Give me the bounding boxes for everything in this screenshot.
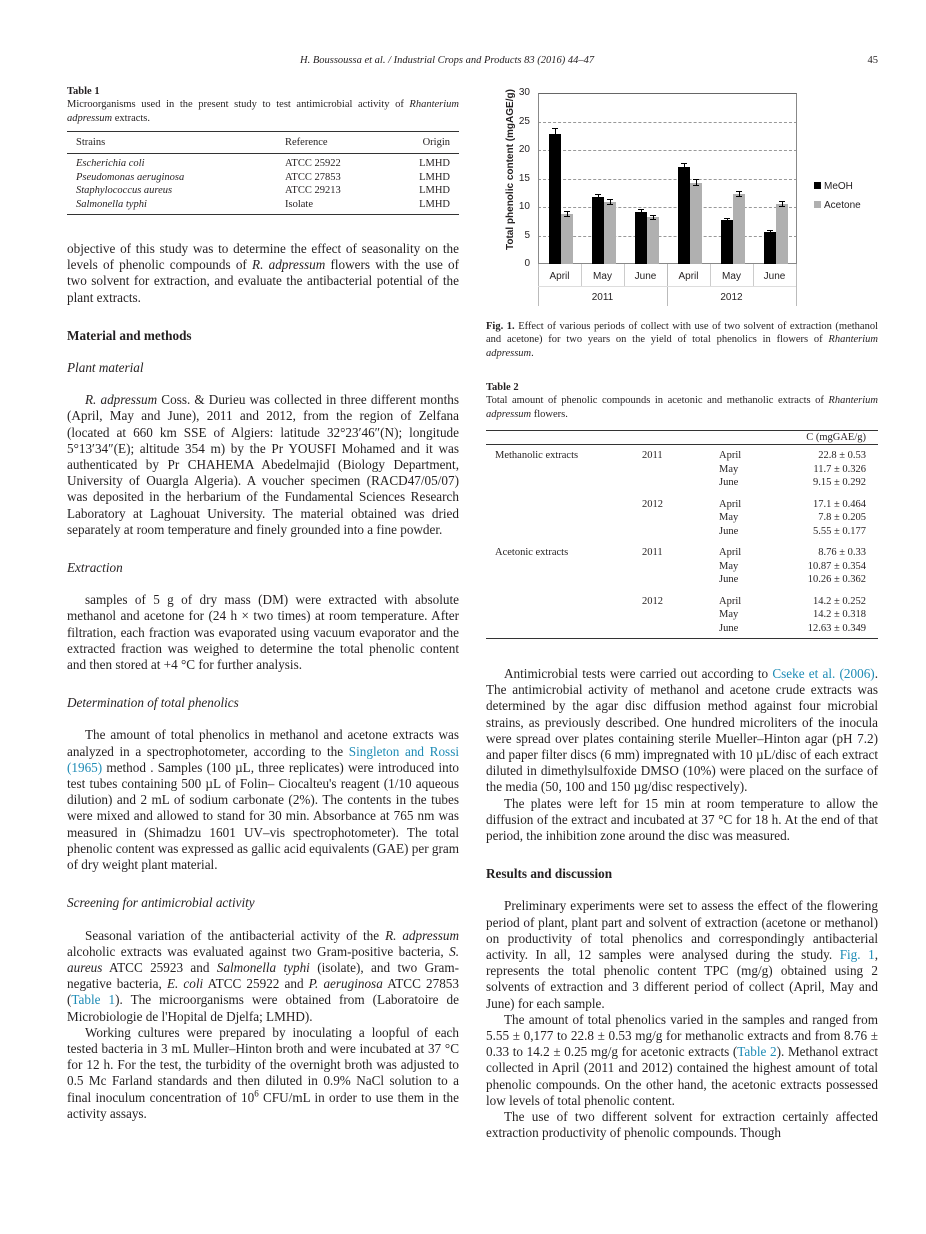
working-cultures-paragraph: Working cultures were prepared by inoculating a loopful of each tested bacteria in 3 mL Muller–Hinton broth and were incubated at 37 °C for 12 h. For the test, the turbidity of the overnight broth was adjusted to 0.5 Mc Farland standards and then diluted in 0.9% NaCl solution to a final inoculum concentration of $10^6$ CFU/mL in order to use them in the activity assays. — [67, 1024, 460, 1121]
x-tick-label: June — [763, 271, 786, 282]
bar-meoh-may-2011 — [592, 197, 604, 264]
bar-acetone-june-2011 — [647, 217, 659, 264]
right-column — [486, 666, 878, 1141]
amount-paragraph: The amount of total phenolics varied in the samples and ranged from 5.55 ± 0,177 to 22.8 ± 0.53 mg/g for methanolic extracts and from 8.76 ± 0.33 to 14.2 ± 0.25 mg/g for acetonic extracts (Table 2). Methanol extract collected in April (2011 and 2012) contained the highest amount of total phenolic compounds. On the other hand, the acetonic extracts possessed low levels of total phenolic content. — [486, 1011, 879, 1108]
table-header-row — [67, 131, 459, 154]
bar-acetone-april-2011 — [561, 214, 573, 264]
col-header-strains: Strains — [76, 136, 106, 148]
legend-swatch-acetone — [814, 201, 821, 208]
left-column — [67, 241, 459, 1122]
table-row: June 10.26 ± 0.362 — [719, 574, 866, 586]
extraction-paragraph: samples of 5 g of dry mass (DM) were extracted with absolute methanol and acetone for (24 h × two times) at room temperature. After filtration, each fraction was evaporated using vacuum evaporator and the extracted fraction was weighed to determine the total phenolic content and then stored at +4 °C for further analysis. — [67, 592, 459, 673]
table-2-caption: Total amount of phenolic compounds in acetonic and methanolic extracts of Rhanterium adpressum flowers. — [486, 395, 878, 420]
col-header-origin: Origin — [422, 136, 450, 148]
legend-item-meoh: MeOH — [814, 181, 853, 192]
error-bar — [552, 128, 558, 136]
table-row: May 14.2 ± 0.318 — [719, 609, 866, 621]
subheading-phenolics: Determination of total phenolics — [67, 695, 239, 711]
section-heading-results: Results and discussion — [486, 866, 613, 882]
error-bar — [681, 163, 687, 170]
error-bar — [595, 194, 601, 200]
table-2-link[interactable]: Table 2 — [737, 1044, 777, 1060]
table-1 — [67, 85, 459, 215]
figure-1-link[interactable]: Fig. 1 — [839, 947, 875, 963]
x-tick-label: June — [634, 271, 657, 282]
bar-meoh-april-2012 — [678, 167, 690, 264]
x-tick-label: May — [722, 271, 741, 282]
table-row: Escherichia coli ATCC 25922 LMHD — [76, 158, 450, 170]
bar-meoh-may-2012 — [721, 220, 733, 264]
x-group-label-2012: 2012 — [720, 292, 743, 303]
col-header-reference: Reference — [285, 136, 328, 148]
bar-acetone-may-2012 — [733, 194, 745, 264]
y-tick: 15 — [518, 173, 530, 184]
citation-link-singleton[interactable]: Singleton and Rossi (1965) — [67, 743, 459, 775]
error-bar — [779, 201, 785, 207]
plot-area — [538, 93, 797, 264]
subheading-plant-material: Plant material — [67, 360, 144, 376]
bar-meoh-june-2011 — [635, 212, 647, 264]
table-row: Methanolic extracts 2011 April 22.8 ± 0.53 — [495, 450, 866, 462]
bar-acetone-june-2012 — [776, 204, 788, 264]
table-row: June 9.15 ± 0.292 — [719, 477, 866, 489]
table-row: June 12.63 ± 0.349 — [719, 622, 866, 634]
plant-paragraph: R. adpressum Coss. & Durieu was collected in three different months (April, May and June), 2011 and 2012, from the region of Zelfana (located at 660 km SSE of Algiers: latitude 32°23′46″(N); longitude 5°13′34″(E); altitude 354 m) by the Pr YOUSFI Mohamed and it was authenticated by Pr CHAHEMA Abedelmajid (Biology Department, University of Ouargla Algeria). A voucher specimen (RACD47/05/07) was deposited in the herbarium of the Fundamental Sciences Research Laboratory at Laghouat University. The material obtained was dried separately at room temperature and finely grounded into a fine powder. — [67, 392, 459, 537]
table-row: May 11.7 ± 0.326 — [719, 463, 866, 475]
error-bar — [638, 209, 644, 215]
x-tick-label: April — [549, 271, 570, 282]
x-tick-label: May — [593, 271, 612, 282]
table-row: June 5.55 ± 0.177 — [719, 525, 866, 537]
x-group-label-2011: 2011 — [591, 292, 614, 303]
bar-acetone-may-2011 — [604, 202, 616, 264]
table-row: Acetonic extracts 2011 April 8.76 ± 0.33 — [495, 547, 866, 559]
preliminary-paragraph: Preliminary experiments were set to assess the effect of the flowering period of plant, plant part and solvent of extraction (acetone or methanol) on productivity of total phenolics and correspondingly antibacterial activity. In all, 12 samples were analysed during the study. Fig. 1, represents the total phenolic content TPC (mg/g) obtained using 2 solvents of extraction and 3 different period of collect (April, May and June) for each sample. — [486, 898, 878, 1011]
x-tick-label: April — [678, 271, 699, 282]
error-bar — [650, 215, 656, 220]
bar-meoh-april-2011 — [549, 134, 561, 264]
table-1-grid — [67, 131, 459, 216]
error-bar — [564, 211, 570, 217]
subheading-extraction: Extraction — [67, 560, 123, 576]
phenolics-paragraph: The amount of total phenolics in methanol and acetone extracts was analyzed in a spectrophotometer, according to the Singleton and Rossi (1965) method . Samples (100 µL, three replicates) were introduced into test tubes containing 500 µL of Folin– Ciocalteu's reagent (1/10 aqueous dilution) and 2 mL of sodium carbonate (2%). The contents in the tubes were mixed and allowed to stand for 30 min. Absorbance at 765 nm was measured in (Shimadzu 1601 UV–vis spectrophotometer). The total phenolic content was expressed as gallic acid equivalents (GAE) per gram of dry weight plant material. — [67, 727, 459, 873]
y-tick: 20 — [518, 144, 530, 155]
table-row: May 10.87 ± 0.354 — [719, 560, 866, 572]
y-tick: 0 — [524, 258, 530, 269]
y-tick: 5 — [524, 230, 530, 241]
page-number: 45 — [867, 55, 878, 66]
y-axis-label: Total phenolic content (mgAGE/g) — [505, 89, 516, 250]
citation-link-cseke[interactable]: Cseke et al. (2006) — [772, 666, 875, 681]
intro-paragraph: objective of this study was to determine the effect of seasonality on the levels of phenolic compounds of R. adpressum flowers with the use of two solvent for extraction, and evaluate the antibacterial potential of the plant extracts. — [67, 241, 460, 305]
legend-swatch-meoh — [814, 182, 821, 189]
error-bar — [693, 179, 699, 186]
table-2-label: Table 2 — [486, 382, 519, 393]
figure-1-caption: Fig. 1. Effect of various periods of collect with use of two solvent of extraction (methanol and acetone) for two years on the yield of total phenolics in flowers of Rhanterium adpressum. — [486, 321, 878, 359]
col-header-concentration: C (mgGAE/g) — [806, 431, 866, 443]
subheading-screening: Screening for antimicrobial activity — [67, 895, 255, 911]
antimicrobial-paragraph: Antimicrobial tests were carried out according to Cseke et al. (2006). The antimicrobial activity of methanol and acetone crude extracts was determined by the agar disc diffusion method against four microbial strains, as previously described. One hundred microliters of the inocula were spread over plates containing sterile Mueller–Hinton agar (pH 7.2) and paper filter discs (6 mm) impregnated with 10 µL/disc of each extract diluted in dimethylsulfoxide DMSO (10%) were placed on the surface of the media (50, 100 and 150 µg/disc respectively). — [486, 666, 878, 795]
error-bar — [736, 191, 742, 197]
table-row: 2012 April 17.1 ± 0.464 — [642, 498, 866, 510]
table-row: Salmonella typhi Isolate LMHD — [76, 198, 450, 210]
table-row: 2012 April 14.2 ± 0.252 — [642, 595, 866, 607]
table-1-caption: Microorganisms used in the present study to test antimicrobial activity of Rhanterium adpressum extracts. — [67, 99, 459, 124]
section-heading-methods: Material and methods — [67, 327, 192, 343]
screening-paragraph: Seasonal variation of the antibacterial activity of the R. adpressum alcoholic extracts was evaluated against two Gram-positive bacteria, S. aureus ATCC 25923 and Salmonella typhi (isolate), and two Gram-negative bacteria, E. coli ATCC 25922 and P. aeruginosa ATCC 27853 (Table 1). The microorganisms were obtained from (Laboratoire de Microbiologie de l'Hopital de Djelfa; LMHD). — [67, 927, 459, 1024]
table-2 — [486, 381, 878, 639]
y-tick: 25 — [518, 116, 530, 127]
legend-item-acetone: Acetone — [814, 200, 861, 211]
table-row: Staphylococcus aureus ATCC 29213 LMHD — [76, 185, 450, 197]
running-header — [300, 55, 878, 66]
table-row: May 7.8 ± 0.205 — [719, 512, 866, 524]
solvent-paragraph: The use of two different solvent for extraction certainly affected extraction productivity of phenolic compounds. Though — [486, 1109, 878, 1141]
error-bar — [724, 218, 730, 223]
bar-meoh-june-2012 — [764, 232, 776, 264]
plates-paragraph: The plates were left for 15 min at room temperature to allow the diffusion of the extract and incubated at 37 °C for 18 h. At the end of that period, the inhibition zone around the disc was measured. — [486, 795, 878, 844]
table-1-link[interactable]: Table 1 — [71, 992, 116, 1008]
running-title: H. Boussoussa et al. / Industrial Crops and Products 83 (2016) 44–47 — [300, 55, 595, 66]
table-row: Pseudomonas aeruginosa ATCC 27853 LMHD — [76, 171, 450, 183]
error-bar — [607, 199, 613, 205]
error-bar — [767, 230, 773, 235]
table-header-row — [486, 430, 878, 445]
bar-acetone-april-2012 — [690, 183, 702, 264]
table-1-label: Table 1 — [67, 86, 100, 97]
y-tick: 30 — [518, 87, 530, 98]
table-2-grid — [486, 430, 878, 640]
y-tick: 10 — [518, 201, 530, 212]
